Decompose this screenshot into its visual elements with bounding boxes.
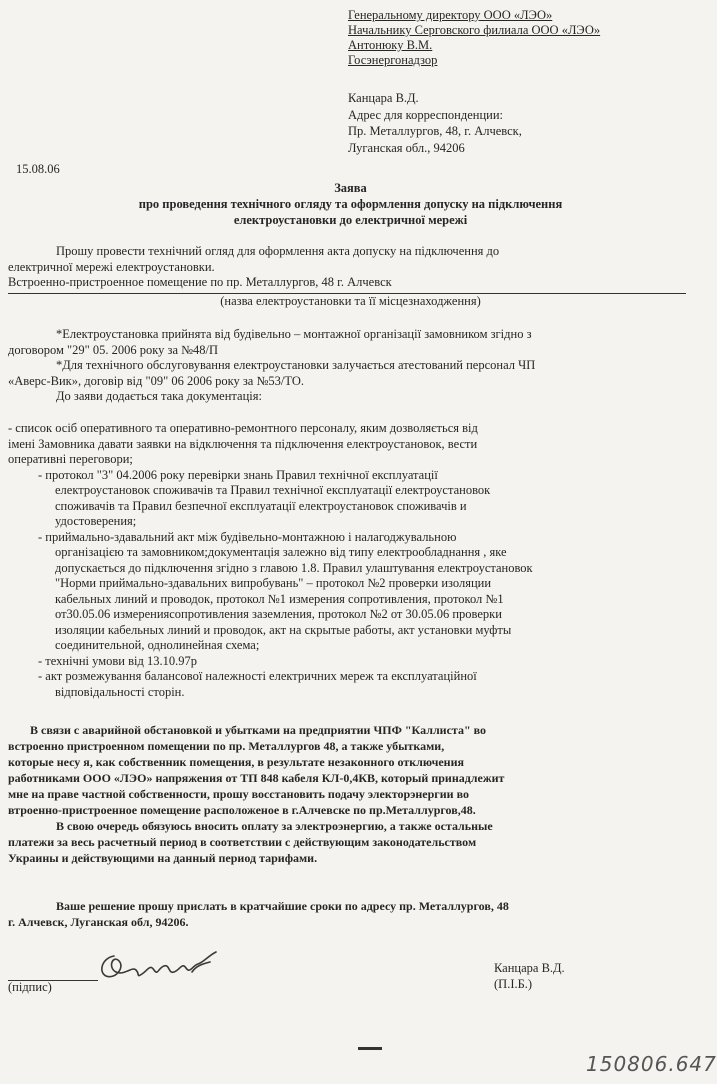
list-item: споживачів та Правил безпечної експлуатації електроустановок споживачів и <box>55 498 467 513</box>
paragraph-line: В свою очередь обязуюсь вносить оплату за электроэнергию, а также остальные <box>56 819 493 833</box>
list-item: от30.05.06 измерениясопротивления заземления, протокол №2 от 30.05.06 проверки <box>55 607 502 621</box>
sender-block <box>348 90 522 156</box>
note-line: «Аверс-Вик», договір від "09" 06 2006 року за №53/ТО. <box>8 373 304 388</box>
signee-block <box>494 960 565 992</box>
reply-paragraph <box>8 898 698 930</box>
list-item: кабельных линий и проводок, протокол №1 измерения сопротивления, протокол №1 <box>55 591 504 606</box>
paragraph-line: встроенно пристроенном помещении по пр. Металлургов 48, а также убытками, <box>8 739 445 753</box>
handwritten-registration-number: 150806.647 <box>586 1052 717 1076</box>
paragraph-line: В связи с аварийной обстановкой и убытками на предприятии ЧПФ "Каллиста" во <box>30 723 487 737</box>
signee-caption: (П.І.Б.) <box>494 977 533 991</box>
paragraph-line: мне на праве частной собственности, прошу восстановить подачу электорэнергии во <box>8 787 469 801</box>
paragraph-line: которые несу я, как собственник помещения, в результате незаконного отключения <box>8 755 464 769</box>
list-item: - акт розмежування балансової належності електричних мереж та експлуатаційної <box>38 669 477 683</box>
paragraph-line: работниками ООО «ЛЭО» напряжения от ТП 848 кабеля КЛ-0,4КВ, который принадлежит <box>8 771 505 785</box>
addressee-line: Антонюку В.М. <box>348 38 433 52</box>
handwritten-signature <box>92 944 232 993</box>
list-item: - приймально-здавальний акт між будівельно-монтажною і налагоджувальною <box>38 529 457 544</box>
document-title <box>0 180 701 228</box>
addressee-line: Генеральному директору ООО «ЛЭО» <box>348 8 553 22</box>
list-item: оперативні переговори; <box>8 452 133 466</box>
request-line: електричної мережі електроустановки. <box>8 259 215 274</box>
list-item: соединительной, однолинейная схема; <box>55 638 260 652</box>
document-date: 15.08.06 <box>16 162 60 176</box>
list-item: імені Замовника давати заявки на відключення та підключення електроустановок, вести <box>8 436 478 451</box>
note-line: *Для технічного обслуговування електроустановки залучається атестований персонал ЧП <box>56 358 536 372</box>
sender-line: Луганская обл., 94206 <box>348 140 465 155</box>
title-line: Заява <box>334 181 367 195</box>
paragraph-line: Украины и действующими на данный период тарифами. <box>8 851 318 865</box>
paragraph-line: втроенно-пристроенное помещение расположеное в г.Алчевске по пр.Металлургов,48. <box>8 803 476 817</box>
restoration-request-paragraph <box>8 722 698 818</box>
request-paragraph <box>8 244 694 291</box>
notes-block <box>8 327 694 405</box>
list-item: - список осіб оперативного та оперативно-ремонтного персоналу, яким дозволяється від <box>8 421 478 435</box>
list-item: - технічні умови від 13.10.97р <box>38 653 197 668</box>
signee-name: Канцара В.Д. <box>494 961 565 975</box>
addressee-block <box>348 8 600 68</box>
installation-caption: (назва електроустановки та її місцезнаходження) <box>220 294 481 308</box>
list-item: відповідальності сторін. <box>55 684 185 699</box>
signature-label: (підпис) <box>8 980 52 994</box>
list-item: удостоверения; <box>55 514 137 528</box>
addressee-line: Начальнику Серговского филиала ООО «ЛЭО» <box>348 23 601 37</box>
documents-list <box>8 421 694 700</box>
paragraph-line: г. Алчевск, Луганская обл, 94206. <box>8 915 189 929</box>
paragraph-line: платежи за весь расчетный период в соответствии с действующим законодательством <box>8 835 477 849</box>
list-item: електроустановок споживачів та Правил технічної експлуатації електроустановок <box>55 483 491 497</box>
scan-mark <box>358 1047 382 1050</box>
sender-line: Пр. Металлургов, 48, г. Алчевск, <box>348 124 522 138</box>
list-item: изоляции кабельных линий и проводок, акт на скрытые работы, акт установки муфты <box>55 622 512 637</box>
paragraph-line: Ваше решение прошу прислать в кратчайшие сроки по адресу пр. Металлургов, 48 <box>56 899 509 913</box>
title-line: електроустановки до електричної мережі <box>233 213 468 227</box>
request-line: Прошу провести технічний огляд для оформлення акта допуску на підключення до <box>56 244 500 258</box>
addressee-line: Госэнергонадзор <box>348 53 438 67</box>
note-line: договором "29" 05. 2006 року за №48/П <box>8 342 219 357</box>
list-item: - протокол "3" 04.2006 року перевірки знань Правил технічної експлуатації <box>38 467 438 482</box>
list-item: допускається до підключення згідно з главою 1.8. Правил улаштування електроустановок <box>55 560 533 575</box>
installation-name: Встроенно-пристроенное помещение по пр. Металлургов, 48 г. Алчевск <box>8 275 392 289</box>
note-line: До заяви додається така документація: <box>56 389 262 403</box>
sender-line: Канцара В.Д. <box>348 91 419 105</box>
list-item: організацією та замовником;документація залежно від типу електрообладнання , яке <box>55 545 507 559</box>
title-line: про проведення технічного огляду та оформлення допуску на підключення <box>138 197 563 211</box>
list-item: "Норми приймально-здавальних випробувань" – протокол №2 проверки изоляции <box>55 576 492 590</box>
payment-paragraph <box>8 818 698 866</box>
note-line: *Електроустановка прийнята від будівельно – монтажної організації замовником згідно з <box>56 327 532 341</box>
sender-line: Адрес для корреспонденции: <box>348 107 504 122</box>
